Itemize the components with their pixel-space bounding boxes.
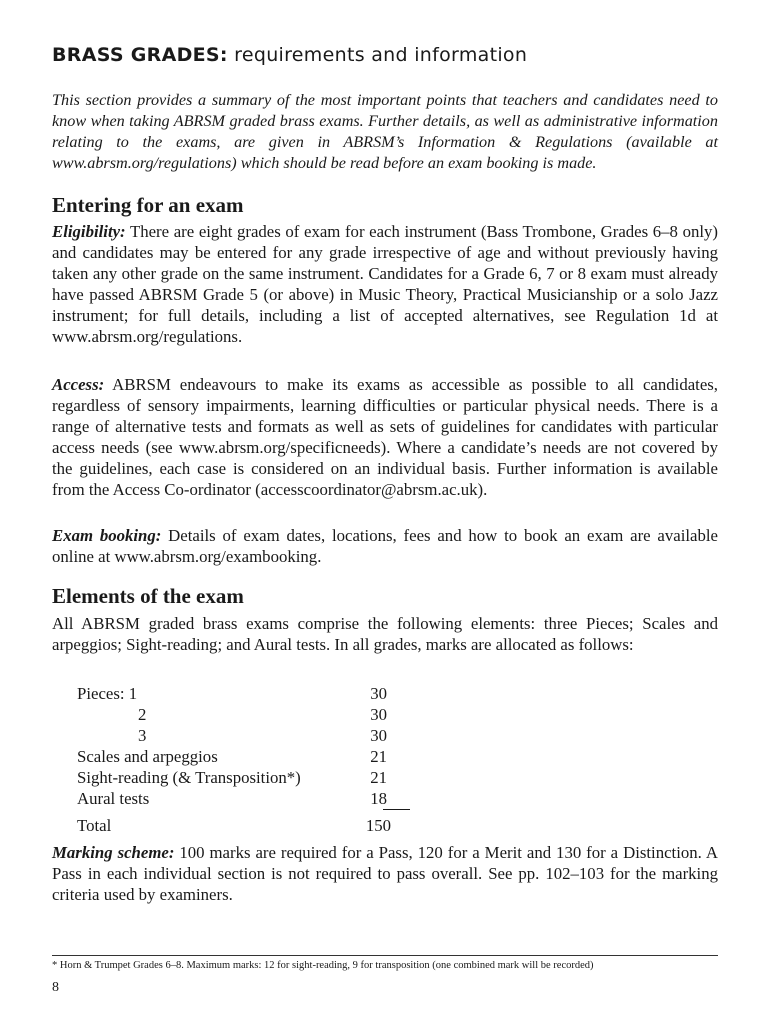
eligibility-label: Eligibility: xyxy=(52,222,126,241)
eligibility-text: There are eight grades of exam for each instrument (Bass Trombone, Grades 6–8 only) and candidates may be entered for any grade irrespective of age and without previously having taken any other grade on the same instrument. Candidates for a Grade 6, 7 or 8 exam must already have passed ABRSM Grade 5 (or above) in Music Theory, Practical Musicianship or a solo Jazz instrument; for full details, including a list of accepted alternatives, see Regulation 1d at www.abrsm.org/regulations. xyxy=(52,222,718,346)
marking-scheme-paragraph xyxy=(52,842,718,905)
marks-label: Sight-reading (& Transposition*) xyxy=(77,768,301,787)
marking-label: Marking scheme: xyxy=(52,843,175,862)
booking-paragraph xyxy=(52,525,718,567)
booking-label: Exam booking: xyxy=(52,526,162,545)
marks-row-sight-reading xyxy=(77,767,447,788)
marks-value: 30 xyxy=(370,726,387,745)
marks-label: Scales and arpeggios xyxy=(77,747,218,766)
marks-row-pieces-2 xyxy=(77,704,447,725)
marks-row-aural xyxy=(77,788,447,809)
elements-paragraph: All ABRSM graded brass exams comprise the following elements: three Pieces; Scales and arpeggios; Sight-reading; and Aural tests. In all grades, marks are allocated as follows: xyxy=(52,614,718,654)
total-rule xyxy=(383,809,410,810)
footnote-divider xyxy=(52,955,718,956)
marks-label: 2 xyxy=(138,705,147,724)
marking-text: 100 marks are required for a Pass, 120 for a Merit and 130 for a Distinction. A Pass in each individual section is not required to pass overall. See pp. 102–103 for the marking criteria used by examiners. xyxy=(52,843,718,904)
intro-paragraph: This section provides a summary of the most important points that teachers and candidates need to know when taking ABRSM graded brass exams. Further details, as well as administrative information relating to the exams, are given in ABRSM’s Information & Regulations (available at www.abrsm.org/regulations) which should be read before an exam booking is made. xyxy=(52,91,718,172)
marks-row-pieces-3 xyxy=(77,725,447,746)
title-bold: BRASS GRADES: xyxy=(52,44,228,66)
marks-value: 18 xyxy=(370,789,387,808)
marks-value: 21 xyxy=(370,747,387,766)
access-text: ABRSM endeavours to make its exams as accessible as possible to all candidates, regardless of sensory impairments, learning difficulties or particular physical needs. There is a range of alternative tests and formats as well as sets of guidelines for candidates with particular access needs (see www.abrsm.org/specificneeds). Where a candidate’s needs are not covered by the guidelines, each case is considered on an individual basis. Further information is available from the Access Co-ordinator (accesscoordinator@abrsm.ac.uk). xyxy=(52,375,718,499)
marks-label: 3 xyxy=(138,726,147,745)
marks-row-pieces-1 xyxy=(77,683,447,704)
title-rest: requirements and information xyxy=(227,44,528,66)
access-label: Access: xyxy=(52,375,105,394)
page-title xyxy=(52,44,527,66)
marks-table xyxy=(77,683,447,836)
eligibility-paragraph xyxy=(52,221,718,347)
marks-value: 21 xyxy=(370,768,387,787)
access-paragraph xyxy=(52,374,718,500)
page-number: 8 xyxy=(52,980,59,995)
marks-label: Aural tests xyxy=(77,789,150,808)
marks-row-total xyxy=(77,815,447,836)
marks-label: Pieces: 1 xyxy=(77,684,138,703)
booking-text: Details of exam dates, locations, fees and how to book an exam are available online at www.abrsm.org/exambooking. xyxy=(52,526,718,566)
marks-label: Total xyxy=(77,816,112,835)
marks-row-scales xyxy=(77,746,447,767)
marks-value: 150 xyxy=(365,816,391,835)
marks-value: 30 xyxy=(370,705,387,724)
footnote: * Horn & Trumpet Grades 6–8. Maximum marks: 12 for sight-reading, 9 for transposition (one combined mark will be recorded) xyxy=(52,960,594,971)
marks-value: 30 xyxy=(370,684,387,703)
heading-entering: Entering for an exam xyxy=(52,193,244,217)
heading-elements: Elements of the exam xyxy=(52,584,244,608)
